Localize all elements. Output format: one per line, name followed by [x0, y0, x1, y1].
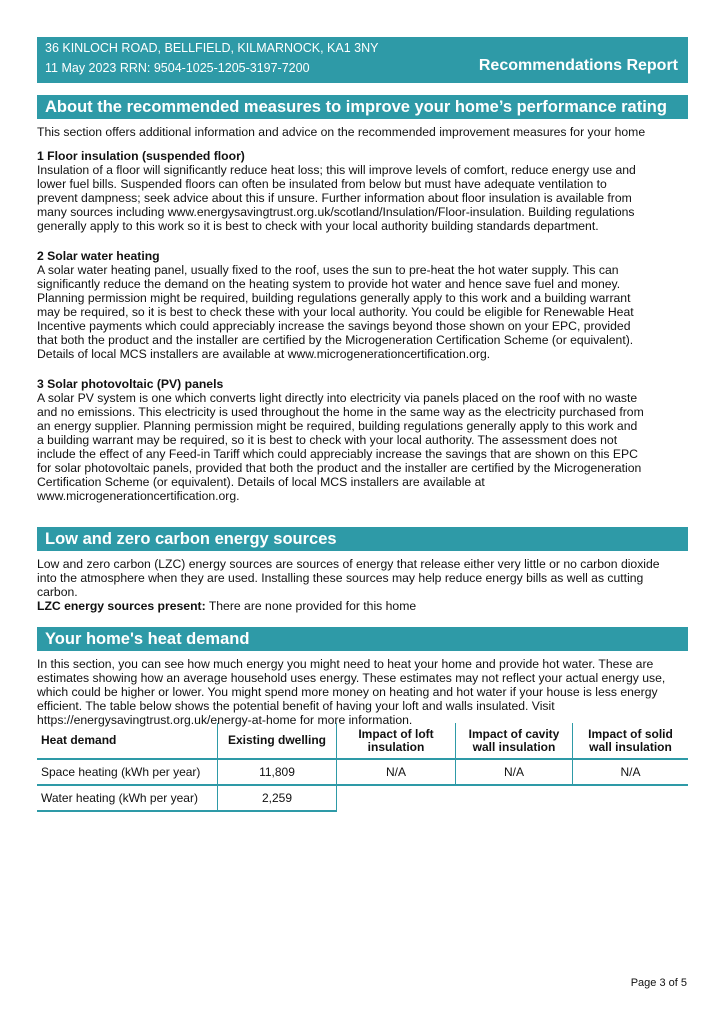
measure-3-line: and no emissions. This electricity is used throughout the home in the same way as the electricity purchased from [37, 405, 644, 419]
measure-2-line: Planning permission might be required, building regulations generally apply to this work and a building warrant [37, 291, 631, 305]
measure-2-line: may be required, so it is best to check these with your local authority. You could be eligible for Renewable Heat [37, 305, 634, 319]
lzc-line: into the atmosphere when they are used. Installing these sources may help reduce energy bills as well as cutting [37, 571, 644, 585]
measure-3 [37, 377, 689, 503]
table-cell: 2,259 [218, 785, 337, 811]
table-header-cell: Heat demand [37, 723, 218, 759]
heat-line: which could be higher or lower. You might spend more money on heating and hot water if your house is less energy [37, 685, 658, 699]
measure-2-line: that both the product and the installer are certified by the Microgeneration Certification Scheme (or equivalent). [37, 333, 634, 347]
measure-3-line: a building warrant may be required, so it is best to check with your local authority. The assessment does not [37, 433, 618, 447]
heat-demand-table [37, 723, 688, 812]
measure-2-line: Incentive payments which could appreciably increase the savings beyond those shown on your EPC, provided [37, 319, 631, 333]
date-rrn: 11 May 2023 RRN: 9504-1025-1205-3197-7200 [45, 61, 310, 75]
table-cell: 11,809 [218, 759, 337, 785]
measure-1-line: many sources including www.energysavingtrust.org.uk/scotland/Insulation/Floor-insulation. Building regulations [37, 205, 635, 219]
page-number: Page 3 of 5 [630, 977, 687, 989]
measure-3-line: include the effect of any Feed-in Tariff which could appreciably increase the savings that are shown on this EPC [37, 447, 638, 461]
report-title: Recommendations Report [478, 57, 678, 74]
table-cell: N/A [337, 759, 456, 785]
about-intro: This section offers additional information and advice on the recommended improvement measures for your home [37, 125, 646, 139]
report-header [37, 37, 688, 83]
heat-line: In this section, you can see how much energy you might need to heat your home and provide hot water. These are [37, 657, 654, 671]
measure-1-line: generally apply to this work so it is best to check with your local authority building standards department. [37, 219, 599, 233]
table-row [37, 759, 688, 785]
section-title-about: About the recommended measures to improve your home’s performance rating [37, 95, 688, 119]
heat-line: https://energysavingtrust.org.uk/energy-at-home for more information. [37, 713, 413, 727]
lzc-line: carbon. [37, 585, 78, 599]
table-cell: N/A [456, 759, 573, 785]
measure-3-line: A solar PV system is one which converts light directly into electricity via panels placed on the roof with no waste [37, 391, 638, 405]
measure-2-heading: 2 Solar water heating [37, 249, 160, 263]
lzc-text [37, 557, 689, 613]
measure-1-heading: 1 Floor insulation (suspended floor) [37, 149, 245, 163]
measure-3-line: an energy supplier. Planning permission might be required, building regulations generally apply to this work and [37, 419, 638, 433]
section-title-heat: Your home's heat demand [37, 627, 688, 651]
table-row [37, 785, 688, 811]
table-cell: Water heating (kWh per year) [37, 785, 218, 811]
heat-line: estimates showing how an average household uses energy. These estimates may not reflect your actual energy use, [37, 671, 666, 685]
measure-2-line: Details of local MCS installers are available at www.microgenerationcertification.org. [37, 347, 491, 361]
lzc-present-label: LZC energy sources present: [37, 599, 206, 613]
measure-2-line: A solar water heating panel, usually fixed to the roof, uses the sun to pre-heat the hot water supply. This can [37, 263, 619, 277]
heat-text [37, 657, 689, 727]
heat-line: efficient. The table below shows the potential benefit of having your loft and walls insulated. Visit [37, 699, 555, 713]
table-cell: Space heating (kWh per year) [37, 759, 218, 785]
measure-1 [37, 149, 689, 233]
measure-3-line: for solar photovoltaic panels, provided that both the product and the installer are certified by the Microgeneration [37, 461, 642, 475]
table-header-cell: Impact of loft insulation [337, 723, 456, 759]
measure-1-line: Insulation of a floor will significantly reduce heat loss; this will improve levels of comfort, reduce energy use and [37, 163, 636, 177]
measure-2-line: significantly reduce the demand on the heating system to provide hot water and hence save fuel and money. [37, 277, 621, 291]
lzc-present [37, 599, 689, 613]
measure-1-line: prevent dampness; seek advice about this if unsure. Further information about floor insulation is available from [37, 191, 632, 205]
measure-2 [37, 249, 689, 361]
measure-1-line: lower fuel bills. Suspended floors can often be insulated from below but must have adequate ventilation to [37, 177, 607, 191]
table-header-cell: Impact of solid wall insulation [573, 723, 689, 759]
table-header-row [37, 723, 688, 759]
lzc-line: Low and zero carbon (LZC) energy sources are sources of energy that release either very little or no carbon dioxide [37, 557, 660, 571]
table-header-cell: Existing dwelling [218, 723, 337, 759]
property-address: 36 KINLOCH ROAD, BELLFIELD, KILMARNOCK, KA1 3NY [45, 41, 379, 55]
table-cell: N/A [573, 759, 689, 785]
table-header-cell: Impact of cavity wall insulation [456, 723, 573, 759]
measure-3-line: www.microgenerationcertification.org. [37, 489, 240, 503]
lzc-present-value: There are none provided for this home [205, 599, 417, 613]
section-title-lzc: Low and zero carbon energy sources [37, 527, 688, 551]
measure-3-line: Certification Scheme (or equivalent). Details of local MCS installers are available at [37, 475, 485, 489]
measure-3-heading: 3 Solar photovoltaic (PV) panels [37, 377, 224, 391]
